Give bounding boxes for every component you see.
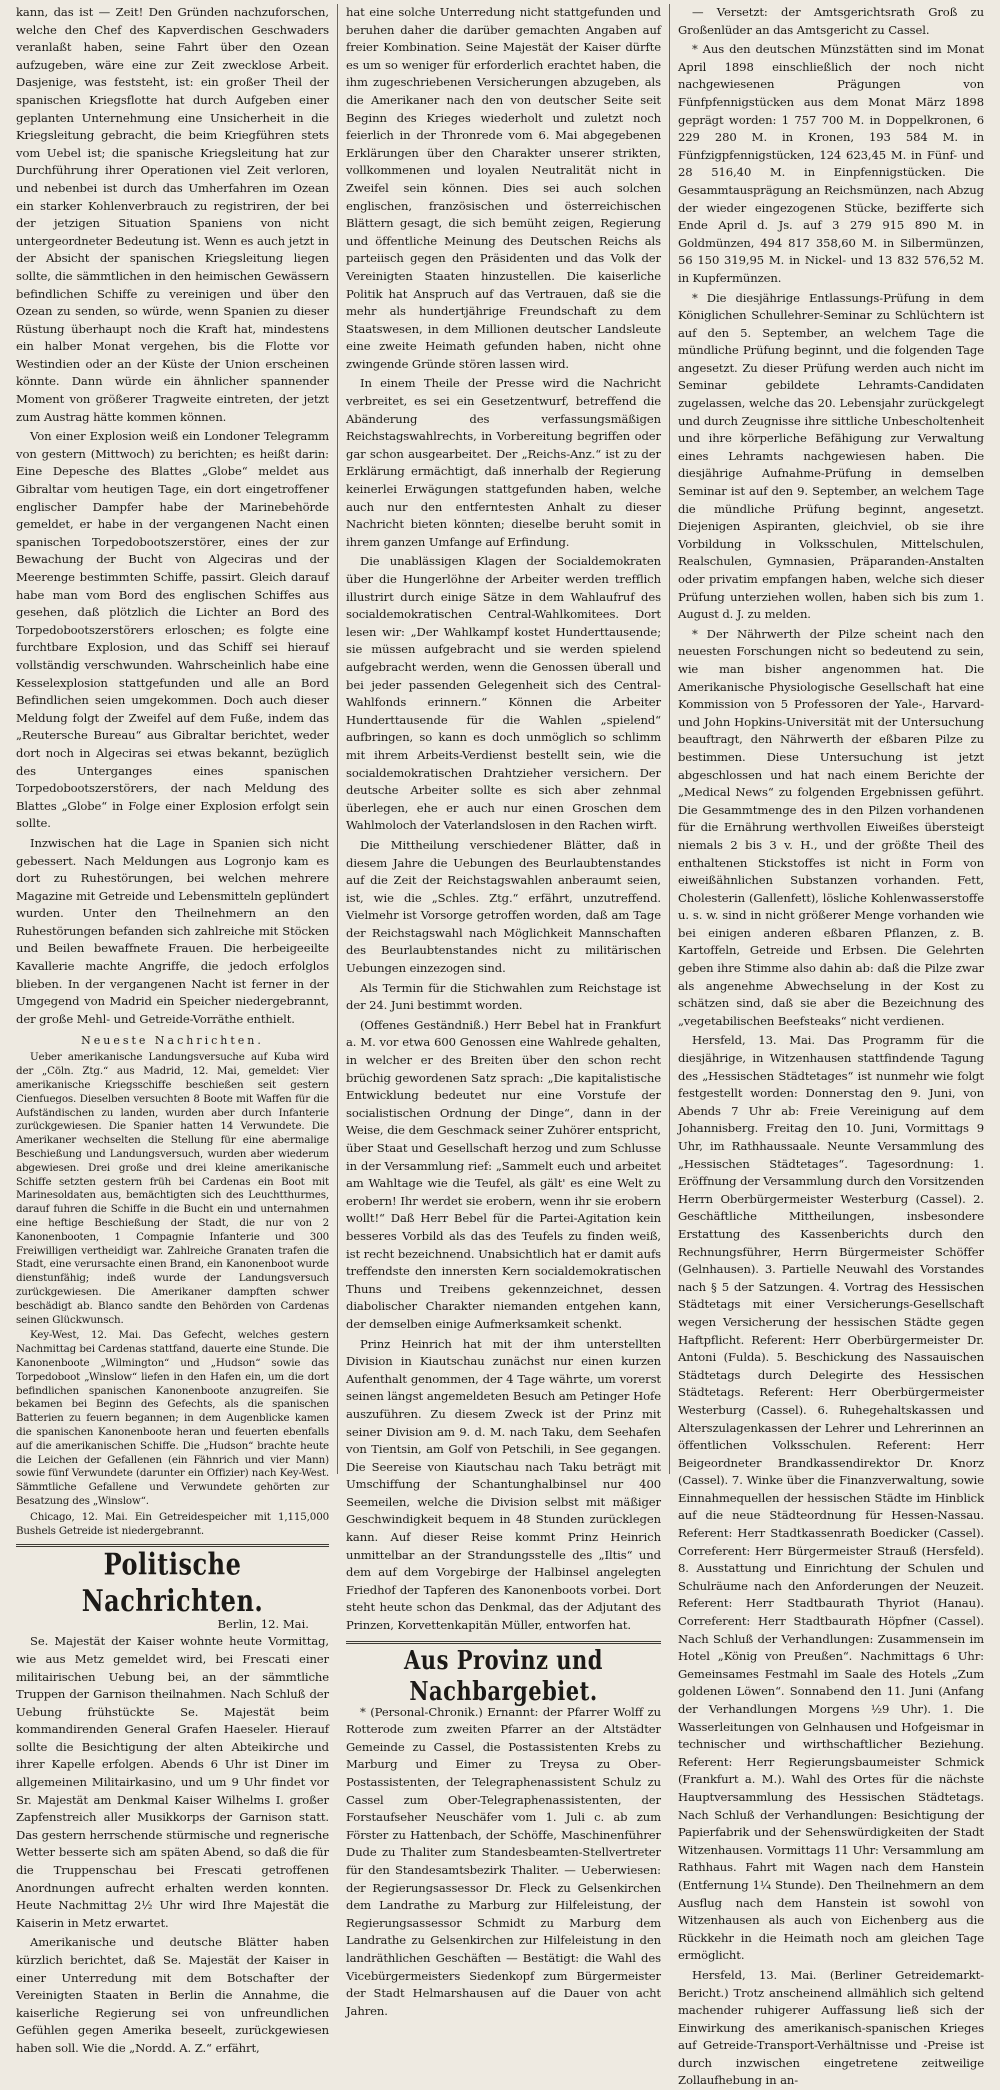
paragraph: Als Termin für die Stichwahlen zum Reichstage ist der 24. Juni bestimmt worden.: [346, 980, 661, 1013]
paragraph: hat eine solche Unterredung nicht stattgefunden und beruhen daher die darüber gemachten Angaben auf freier Kombination. Seine Majestät der Kaiser dürfte es um so weniger für erforderlich erachtet haben, die ihm zugeschriebenen Versicherungen abzugeben, als die Amerikaner nach den von deutscher Seite seit Beginn des Krieges wiederholt und zuletzt noch feierlich in der Thronrede vom 6. Mai abgegebenen Erklärungen über den Charakter unserer strikten, vollkommenen und loyalen Neutralität nicht in Zweifel sein können. Dies sei auch solchen englischen, französischen und österreichischen Blättern gesagt, die sich bemüht zeigen, Regierung und öffentliche Meinung des Deutschen Reichs als parteiisch gegen den Präsidenten und das Volk der Vereinigten Staaten hinzustellen. Die kaiserliche Politik hat Anspruch auf das Vertrauen, daß sie die mehr als hundertjährige Freundschaft zu dem Staatswesen, in dem Millionen deutscher Landsleute eine zweite Heimath gefunden haben, nicht ohne zwingende Gründe stören lassen wird.: [346, 5, 661, 371]
news-item: Chicago, 12. Mai. Ein Getreidespeicher mit 1,115,000 Bushels Getreide ist niedergebrannt.: [16, 1510, 329, 1537]
dateline: Berlin, 12. Mai.: [217, 1617, 309, 1632]
paragraph: In einem Theile der Presse wird die Nachricht verbreitet, es sei ein Gesetzentwurf, betreffend die Abänderung des verfassungsmäßigen Reichstagswahlrechts, in Vorbereitung begriffen oder gar schon ausgearbeitet. Der „Reichs-Anz.“ ist zu der Erklärung ermächtigt, daß innerhalb der Regierung keinerlei Erwägungen stattgefunden haben, welche auch nur den entferntesten Anhalt zu dieser Nachricht bieten könnten; dieselbe beruht somit in ihrem ganzen Umfange auf Erfindung.: [346, 376, 661, 549]
paragraph: Prinz Heinrich hat mit der ihm unterstellten Division in Kiautschau zunächst nur einen kurzen Aufenthalt genommen, der 4 Tage währte, um vorerst seinen längst angemeldeten Besuch am Petinger Hofe auszuführen. Zu diesem Zweck ist der Prinz mit seiner Division am 9. d. M. nach Taku, dem Seehafen von Tientsin, am Golf von Petschili, in See gegangen. Die Seereise von Kiautschau nach Taku beträgt mit Umschiffung der Schantunghalbinsel nur 400 Seemeilen, welche die Division selbst mit mäßiger Geschwindigkeit bequem in 48 Stunden zurücklegen kann. Auf dieser Reise kommt Prinz Heinrich unmittelbar an der Strandungsstelle des „Iltis“ und dem auf dem Vorgebirge der Halbinsel angelegten Friedhof der Tapferen des Kanonenboots vorbei. Dort steht heute schon das Denkmal, das der Adjutant des Prinzen, Korvettenkapitän Müller, entworfen hat.: [346, 1336, 661, 1633]
paragraph: Amerikanische und deutsche Blätter haben kürzlich berichtet, daß Se. Majestät der Kaiser in einer Unterredung mit dem Botschafter der Vereinigten Staaten in Berlin die Annahme, die kaiserliche Regierung sei von unfreundlichen Gefühlen gegen Amerika beseelt, zurückgewiesen haben soll. Wie die „Nordd. A. Z.“ erfährt,: [16, 1935, 329, 2055]
paragraph: * Die diesjährige Entlassungs-Prüfung in dem Königlichen Schullehrer-Seminar zu Schlüchtern ist auf den 5. September, an welchem Tage die mündliche Prüfung beginnt, und die folgenden Tage angesetzt. Zu dieser Prüfung werden auch nicht im Seminar gebildete Lehramts-Candidaten zugelassen, welche das 20. Lebensjahr zurückgelegt und durch Zeugnisse ihre sittliche Unbescholtenheit und ihre körperliche Befähigung zur Verwaltung eines Lehramts nachgewiesen haben. Die diesjährige Aufnahme-Prüfung in demselben Seminar ist auf den 9. September, an welchem Tage die mündliche Prüfung beginnt, angesetzt. Diejenigen Aspiranten, gleichviel, ob sie ihre Vorbildung in Volksschulen, Mittelschulen, Realschulen, Gymnasien, Präparanden-Anstalten oder privatim empfangen haben, welche sich dieser Prüfung unterziehen wollen, haben sich bis zum 1. August d. J. zu melden.: [678, 290, 984, 622]
paragraph: Die Mittheilung verschiedener Blätter, daß in diesem Jahre die Uebungen des Beurlaubtenstandes auf die Zeit der Reichstagswahlen anberaumt seien, ist, wie die „Schles. Ztg.“ erfährt, unzutreffend. Vielmehr ist Vorsorge getroffen worden, daß am Tage der Reichstagswahl nach Möglichkeit Mannschaften des Beurlaubtenstandes nicht zu militärischen Uebungen einzezogen sind.: [346, 837, 661, 976]
paragraph: Inzwischen hat die Lage in Spanien sich nicht gebessert. Nach Meldungen aus Logronjo kam es dort zu Ruhestörungen, bei welchen mehrere Magazine mit Getreide und Lebensmitteln geplündert wurden. Unter den Theilnehmern an den Ruhestörungen befanden sich zahlreiche mit Stöcken und Beilen bewaffnete Frauen. Die herbeigeeilte Kavallerie machte Angriffe, die jedoch erfolglos blieben. In der vergangenen Nacht ist ferner in der Umgegend von Madrid ein Speicher niedergebrannt, der große Mehl- und Getreide-Vorräthe enthielt.: [16, 835, 329, 1026]
paragraph: — Versetzt: der Amtsgerichtsrath Groß zu Großenlüder an das Amtsgericht zu Cassel.: [678, 5, 984, 37]
paragraph: (Offenes Geständniß.) Herr Bebel hat in Frankfurt a. M. vor etwa 600 Genossen eine Wahlrede gehalten, in welcher er des Breiten über den schon recht brüchig gewordenen Satz sprach: „Die kapitalistische Entwicklung bedeutet nur eine Vorstufe der socialistischen Ordnung der Dinge“, dann in der Weise, die dem Geschmack seiner Zuhörer entspricht, über Staat und Gesellschaft herzog und zum Schlusse in der Versammlung rief: „Sammelt euch und arbeitet am Wahltage wie die Teufel, als gält' es eine Welt zu erobern! Ihr werdet sie erobern, wenn ihr sie erobern wollt!“ Daß Herr Bebel für die Partei-Agitation kein besseres Vorbild als das des Teufels zu finden weiß, ist recht bezeichnend. Unabsichtlich hat er damit aufs treffendste den innersten Kern socialdemokratischen Thuns und Treibens gekennzeichnet, dessen diabolischer Charakter niemanden entgehen kann, der demselben einige Aufmerksamkeit schenkt.: [346, 1017, 661, 1331]
paragraph: * (Personal-Chronik.) Ernannt: der Pfarrer Wolff zu Rotterode zum zweiten Pfarrer an der Altstädter Gemeinde zu Cassel, die Postassistenten Krebs zu Marburg und Eimer zu Treysa zu Ober-Postassistenten, der Telegraphenassistent Schulz zu Cassel zum Ober-Telegraphenassistenten, der Forstaufseher Neuschäfer vom 1. Juli c. ab zum Förster zu Hattenbach, der Schöffe, Maschinenführer Dude zu Thaliter zum Standesbeamten-Stellvertreter für den Standesamtsbezirk Thaliter. — Ueberwiesen: der Regierungsassessor Dr. Fleck zu Gelsenkirchen dem Landrathe zu Marburg zur Hilfeleistung, der Regierungsassessor Schmidt zu Marburg dem Landrathe zu Gelsenkirchen zur Hilfeleistung in den landräthlichen Geschäften — Bestätigt: die Wahl des Vicebürgermeisters Siedenkopf zum Bürgermeister der Stadt Helmarshausen auf die Dauer von acht Jahren.: [346, 1704, 661, 2018]
columns: [8, 4, 992, 2088]
news-heading: Neueste Nachrichten.: [81, 1034, 264, 1048]
column-2: [338, 4, 670, 2018]
column-1: [8, 4, 338, 2055]
section-title-province: Aus Provinz und Nachbargebiet.: [404, 1643, 603, 1706]
paragraph: Die unablässigen Klagen der Socialdemokraten über die Hungerlöhne der Arbeiter werden trefflich illustrirt durch einige Sätze in dem Wahlaufruf des socialdemokratischen Central-Wahlkomitees. Dort lesen wir: „Der Wahlkampf kostet Hunderttausende; sie müssen aufgebracht und sie werden spielend aufgebracht werden, wenn die Genossen überall und bei jeder passenden Gelegenheit sich des Central-Wahlfonds erinnern.“ Können die Arbeiter Hunderttausende für die Wahlen „spielend“ aufbringen, so kann es doch unmöglich so schlimm mit ihrem Arbeits-Verdienst bestellt sein, wie die socialdemokratischen Drahtzieher versichern. Der deutsche Arbeiter sollte es sich aber zehnmal überlegen, ehe er auch nur einen Groschen dem Wahlmoloch der Vaterlandslosen in den Rachen wirft.: [346, 554, 661, 833]
paragraph: Hersfeld, 13. Mai. Das Programm für die diesjährige, in Witzenhausen stattfindende Tagung des „Hessischen Städtetages“ ist nunmehr wie folgt festgestellt worden: Donnerstag den 9. Juni, von Abends 7 Uhr ab: Freie Vereinigung auf dem Johannisberg. Freitag den 10. Juni, Vormittags 9 Uhr, im Rathhaussaale. Neunte Versammlung des „Hessischen Städtetages“. Tagesordnung: 1. Eröffnung der Versammlung durch den Vorsitzenden Herrn Oberbürgermeister Westerburg (Cassel). 2. Geschäftliche Mittheilungen, insbesondere Erstattung des Kassenberichts durch den Rechnungsführer, Herrn Bürgermeister Schöffer (Gelnhausen). 3. Partielle Neuwahl des Vorstandes nach § 5 der Satzungen. 4. Vortrag des Hessischen Städtetags mit einer Versicherungs-Gesellschaft wegen Versicherung der hessischen Städte gegen Haftpflicht. Referent: Herr Oberbürgermeister Dr. Antoni (Fulda). 5. Beschickung des Nassauischen Städtetags durch Delegirte des Hessischen Städtetags. Referent: Herr Oberbürgermeister Westerburg (Cassel). 6. Ruhegehaltskassen und Alterszulagenkassen der Lehrer und Lehrerinnen an öffentlichen Volksschulen. Referent: Herr Beigeordneter Brandkassendirektor Dr. Knorz (Cassel). 7. Winke über die Finanzverwaltung, sowie Einnahmequellen der hessischen Städte im Hinblick auf die neue Städteordnung für Hessen-Nassau. Referent: Herr Stadtkassenrath Boedicker (Cassel). Correferent: Herr Bürgermeister Strauß (Hersfeld). 8. Ausstattung und Einrichtung der Schulen und Schulräume nach den Anforderungen der Neuzeit. Referent: Herr Stadtbaurath Thyriot (Hanau). Correferent: Herr Stadtbaurath Höpfner (Cassel). Nach Schluß der Verhandlungen: Zusammensein im Hotel „König von Preußen“. Nachmittags 6 Uhr: Gemeinsames Festmahl im Saale des Hotels „Zum goldenen Löwen“. Sonnabend den 11. Juni (Anfang der Verhandlungen Morgens ½9 Uhr). 1. Die Wasserleitungen von Gelnhausen und Hofgeismar in technischer und wirthschaftlicher Beziehung. Referent: Herr Regierungsbaumeister Schmick (Frankfurt a. M.). Wahl des Ortes für die nächste Hauptversammlung des Hessischen Städtetags. Nach Schluß der Verhandlungen: Besichtigung der Papierfabrik und der Sehenswürdigkeiten der Stadt Witzenhausen. Vormittags 11 Uhr: Versammlung am Rathhaus. Fahrt mit Wagen nach dem Hanstein (Entfernung 1¼ Stunde). Den Theilnehmern an dem Ausflug nach dem Hanstein ist sowohl von Witzenhausen als auch von Eichenberg aus die Rückkehr in die Heimath noch am gleichen Tage ermöglicht.: [678, 1033, 984, 1963]
column-3: [670, 4, 992, 2088]
news-item: Key-West, 12. Mai. Das Gefecht, welches gestern Nachmittag bei Cardenas stattfand, dauerte eine Stunde. Die Kanonenboote „Wilmington“ und „Hudson“ sowie das Torpedoboot „Winslow“ liefen in den Hafen ein, um die dort befindlichen spanischen Kanonenboote anzugreifen. Sie bekamen bei Beginn des Gefechts, als die spanischen Batterien zu feuern begannen; in dem Augenblicke kamen die spanischen Kanonenboote heran und feuerten ebenfalls auf die amerikanischen Schiffe. Die „Hudson“ brachte heute die Leichen der Gefallenen (ein Fähnrich und vier Mann) sowie fünf Verwundete (darunter ein Offizier) nach Key-West. Sämmtliche Gefallene und Verwundete gehörten zur Besatzung des „Winslow“.: [16, 1329, 329, 1507]
paragraph: Se. Majestät der Kaiser wohnte heute Vormittag, wie aus Metz gemeldet wird, bei Frescati einer militairischen Uebung bei, an der sämmtliche Truppen der Garnison theilnahmen. Nach Schluß der Uebung frühstückte Se. Majestät beim kommandirenden General Grafen Haeseler. Hierauf sollte die Besichtigung der alten Abteikirche und ihrer Kapelle erfolgen. Abends 6 Uhr ist Diner im allgemeinen Militairkasino, und um 9 Uhr findet vor Sr. Majestät am Denkmal Kaiser Wilhelms I. großer Zapfenstreich aller Musikkorps der Garnison statt. Das gestern herrschende stürmische und regnerische Wetter besserte sich am späten Abend, so daß die für die Truppenschau bei Frescati getroffenen Anordnungen aufrecht erhalten werden konnten. Heute Nachmittag 2½ Uhr wird Ihre Majestät die Kaiserin in Metz erwartet.: [16, 1634, 329, 1930]
section-title-politics: Politische Nachrichten.: [81, 1546, 264, 1619]
news-item: Ueber amerikanische Landungsversuche auf Kuba wird der „Cöln. Ztg.“ aus Madrid, 12. Mai, gemeldet: Vier amerikanische Kriegsschiffe beschießen seit gestern Cienfuegos. Dieselben versuchten 8 Boote mit Waffen für die Aufständischen zu landen, wurden aber durch Infanterie zurückgewiesen. Die Spanier hatten 14 Verwundete. Die Amerikaner wechselten die Stellung für eine abermalige Beschießung und Landungsversuch, wurden aber wiederum abgewiesen. Drei große und drei kleine amerikanische Schiffe setzten gestern früh bei Cardenas ein Boot mit Marinesoldaten aus, bemächtigten sich des Leuchtthurmes, darauf fuhren die Schiffe in die Bucht ein und unternahmen eine heftige Beschießung der Stadt, die nur von 2 Kanonenbooten, 1 Compagnie Infanterie und 300 Freiwilligen vertheidigt war. Zahlreiche Granaten trafen die Stadt, eine verursachte einen Brand, ein Kanonenboot wurde dienstunfähig; indeß wurde der Landungsversuch zurückgewiesen. Die Amerikaner dampften schwer beschädigt ab. Blanco sandte den Behörden von Cardenas seinen Glückwunsch.: [16, 1051, 329, 1326]
paragraph: * Aus den deutschen Münzstätten sind im Monat April 1898 einschließlich der noch nicht nachgewiesenen Prägungen von Fünfpfennigstücken aus dem Monat März 1898 geprägt worden: 1 757 700 M. in Doppelkronen, 6 229 280 M. in Kronen, 193 584 M. in Fünfzigpfennigstücken, 124 623,45 M. in Fünf- und 28 516,40 M. in Einpfennigstücken. Die Gesammtausprägung an Reichsmünzen, nach Abzug der wieder eingezogenen Stücke, bezifferte sich Ende April d. Js. auf 3 279 915 890 M. in Goldmünzen, 494 817 358,60 M. in Silbermünzen, 56 150 319,95 M. in Nickel- und 13 832 576,52 M. in Kupfermünzen.: [678, 42, 984, 285]
paragraph: Hersfeld, 13. Mai. (Berliner Getreidemarkt-Bericht.) Trotz anscheinend allmählich sich geltend machender ruhigerer Auffassung ließ sich der Einwirkung des amerikanisch-spanischen Krieges auf Getreide-Transport-Verhältnisse und -Preise ist durch inzwischen eingetretene zeitweilige Zollaufhebung in an-: [678, 1967, 984, 2088]
paragraph: * Der Nährwerth der Pilze scheint nach den neuesten Forschungen nicht so bedeutend zu sein, wie man bisher angenommen hat. Die Amerikanische Physiologische Gesellschaft hat eine Kommission von 5 Professoren der Yale-, Harvard- und John Hopkins-Universität mit der Untersuchung beauftragt, den Nährwerth der eßbaren Pilze zu bestimmen. Diese Untersuchung ist jetzt abgeschlossen und hat nach einem Berichte der „Medical News“ zu folgenden Ergebnissen geführt. Die Gesammtmenge des in den Pilzen vorhandenen für die Ernährung werthvollen Eiweißes übersteigt niemals 2 bis 3 v. H., und der größte Theil des enthaltenen Stickstoffes ist nicht in Form von eiweißähnlichen Substanzen vorhanden. Fett, Cholesterin (Gallenfett), lösliche Kohlenwasserstoffe u. s. w. sind in nicht größerer Menge vorhanden wie bei einigen anderen eßbaren Pflanzen, z. B. Kartoffeln, Getreide und Erbsen. Die Gelehrten geben ihre Stimme also dahin ab: daß die Pilze zwar als angenehme Abwechselung in der Kost zu schätzen sind, daß sie aber die Bezeichnung des „vegetabilischen Beefsteaks“ nicht verdienen.: [678, 626, 984, 1028]
paragraph: Von einer Explosion weiß ein Londoner Telegramm von gestern (Mittwoch) zu berichten; es heißt darin: Eine Depesche des Blattes „Globe“ meldet aus Gibraltar vom heutigen Tage, ein dort eingetroffener englischer Dampfer habe der Marinebehörde gemeldet, er habe in der vergangenen Nacht einen spanischen Torpedobootszerstörer, eines der zur Bewachung der Bucht von Algeciras und der Meerenge bestimmten Schiffe, passirt. Gleich darauf habe man vom Bord des englischen Schiffes aus gesehen, daß plötzlich die Lichter an Bord des Torpedobootszerstörers erloschen; es folgte eine furchtbare Explosion, und das Schiff sei hierauf vollständig verschwunden. Wahrscheinlich habe eine Kesselexplosion stattgefunden und alle an Bord Befindlichen seien umgekommen. Doch auch dieser Meldung folgt der Zweifel auf dem Fuße, indem das „Reutersche Bureau“ aus Gibraltar berichtet, weder dort noch in Algeciras sei etwas bekannt, bezüglich des Unterganges eines spanischen Torpedobootszerstörers, der nach Meldung des Blattes „Globe“ in Folge einer Explosion erfolgt sein sollte.: [16, 429, 329, 831]
paragraph: kann, das ist — Zeit! Den Gründen nachzuforschen, welche den Chef des Kapverdischen Geschwaders veranlaßt haben, seine Fahrt über den Ozean aufzugeben, wäre eine zur Zeit zwecklose Arbeit. Dasjenige, was feststeht, ist: ein großer Theil der spanischen Kriegsflotte hat durch Aufgeben einer geplanten Unternehmung eine Unsicherheit in die Kriegsleitung gebracht, die beim Kriegführen stets vom Uebel ist; die spanische Kriegsleitung hat zur Durchführung ihrer Operationen viel Zeit verloren, und nebenbei ist durch das Umherfahren im Ozean ein starker Kohlenverbrauch zu registriren, der bei der jetzigen Situation Spaniens von nicht untergeordneter Bedeutung ist. Wenn es auch jetzt in der Absicht der spanischen Kriegsleitung liegen sollte, die sämmtlichen in den heimischen Gewässern befindlichen Schiffe zu vereinigen und über den Ozean zu senden, so würde, wenn Spanien zu dieser Rüstung überhaupt noch die Kraft hat, mindestens ein halber Monat vergehen, bis die Flotte vor Westindien oder an der Küste der Union erscheinen könnte. Dann würde ein ähnlicher spannender Moment von größerer Tragweite eintreten, der jetzt zum Austrag hätte kommen können.: [16, 5, 329, 424]
